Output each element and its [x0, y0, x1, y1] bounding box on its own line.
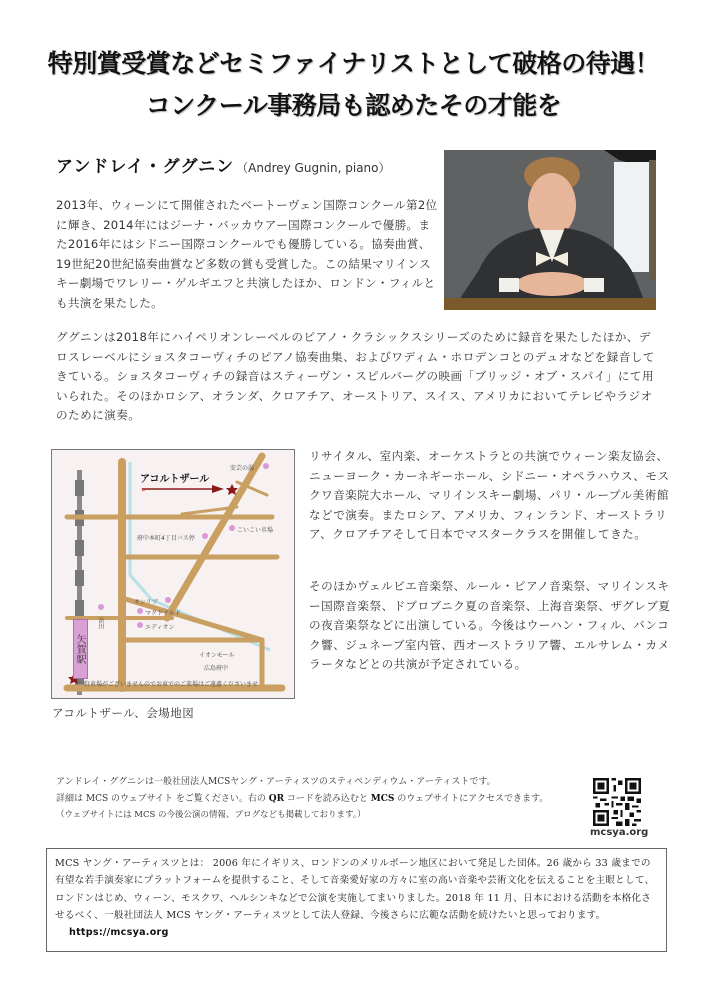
- map-landmark: こいこい市場: [237, 527, 274, 534]
- info-qr-bold: QR: [268, 794, 285, 804]
- map-landmark: 広島府中: [204, 665, 229, 672]
- map-parking-note: 駐車場がございませんのでお車でのご来場はご遠慮くださいませ: [84, 681, 259, 688]
- info-text: のウェブサイトにアクセスできます。: [394, 794, 549, 804]
- map-landmark: エディオン: [145, 624, 175, 631]
- svg-text:»: »: [141, 485, 146, 494]
- bio-paragraph-1: 2013年、ウィーンにて開催されたベートーヴェン国際コンクール第2位に輝き、2014年にはジーナ・バッカウアー国際コンクールで優勝。また2016年にはシドニー国際コンクールでも優勝している。協奏曲賞、19世紀20世紀協奏曲賞など多数の賞も受賞した。この結果マリインスキー劇場でワレリー・ゲルギエフと共演したほか、ロンドン・フィルとも共演を果たした。: [56, 198, 438, 310]
- map-caption: アコルトザール、会場地図: [52, 706, 195, 720]
- artist-name-en: （Andrey Gugnin, piano）: [236, 161, 391, 175]
- map-landmark: 安芸の湯: [230, 465, 255, 472]
- info-text: コードを読み込むと: [284, 794, 371, 804]
- map-station: 矢賀駅: [73, 619, 88, 679]
- map-landmark: 府中本町4丁目バス停: [137, 535, 195, 542]
- qr-code-icon: [593, 778, 641, 826]
- map-landmark: マクドナルド: [145, 610, 181, 617]
- map-landmark: サンリブ: [134, 599, 158, 606]
- qr-code[interactable]: [593, 778, 641, 826]
- map-title: アコルトザール: [140, 474, 210, 485]
- map-landmark: イオンモール: [199, 652, 235, 659]
- about-text: MCS ヤング・アーティスツとは： 2006 年にイギリス、ロンドンのメリルボーン地区において発足した団体。26 歳から 33 歳までの有望な若手演奏家にプラットフォームを提供すること、そして音楽愛好家の方々に室の高い音楽や芸術文化を伝えることを主眼として、ロンドンはじめ、ウィーン、モスクワ、ヘルシンキなどで公演を実施してまいりました。2018 年 11 月、日本における活動を本格化させるべく、一般社団法人 MCS ヤング・アーティスツとして法人登録、今後さらに広範な活動を続けたいと思っております。: [55, 858, 655, 921]
- map-roads-icon: [52, 450, 295, 699]
- about-url-link[interactable]: https://mcsya.org: [69, 927, 169, 939]
- map-landmark: 浜田: [97, 617, 104, 629]
- info-line-1: アンドレイ・ググニンは一般社団法人MCSヤング・アーティスツのスティペンディウム・アーティストです。: [56, 777, 496, 787]
- artist-name: [56, 152, 391, 177]
- about-box: [46, 848, 667, 952]
- venue-map: [51, 449, 295, 699]
- pianist-portrait-icon: [444, 150, 656, 310]
- bio-paragraph-4: そのほかヴェルビエ音楽祭、ルール・ピアノ音楽祭、マリインスキー国際音楽祭、ドブロブニク夏の音楽祭、上海音楽祭、ザグレブ夏の夜音楽祭などに出演している。今後はウーハン・フィル、バンコク響、ジュネーブ室内管、西オーストラリア響、エルサレム・カメラータなどとの共演が予定されている。: [309, 579, 671, 672]
- artist-name-jp: アンドレイ・ググニン: [56, 157, 235, 177]
- qr-label: mcsya.org: [590, 827, 649, 838]
- info-mcs-bold: MCS: [370, 794, 395, 804]
- bio-paragraph-3: リサイタル、室内楽、オーケストラとの共演でウィーン楽友協会、ニューヨーク・カーネギーホール、シドニー・オペラハウス、モスクワ音楽院大ホール、マリインスキー劇場、パリ・ループル美術館などで演奏。またロシア、アメリカ、フィンランド、オーストラリア、クロアチアそして日本でマスタークラスを開催してきた。: [309, 449, 670, 542]
- bio-paragraph-2: ググニンは2018年にハイペリオンレーベルのピアノ・クラシックスシリーズのために録音を果たしたほか、デロスレーベルにショスタコーヴィチのピアノ協奏曲集、およびワディム・ホロデンコとのデュオなどを録音してきている。ショスタコーヴィチの録音はスティーヴン・スピルバーグの映画「ブリッジ・オブ・スパイ」にて用いられた。そのほかロシア、オランダ、クロアチア、オーストリア、スイス、アメリカにおいてテレビやラジオのために演奏。: [56, 330, 655, 423]
- info-text: 詳細は MCS のウェブサイト をご覧ください。右の: [56, 794, 269, 804]
- headline-line-2: コンクール事務局も認めたその才能を: [145, 91, 562, 120]
- pianist-photo: [444, 150, 656, 310]
- headline-line-1: 特別賞受賞などセミファイナリストとして破格の待遇！: [47, 49, 660, 78]
- info-line-2: [56, 791, 548, 804]
- info-line-3: （ウェブサイトには MCS の今後公演の情報、ブログなども掲載しております。）: [56, 810, 366, 820]
